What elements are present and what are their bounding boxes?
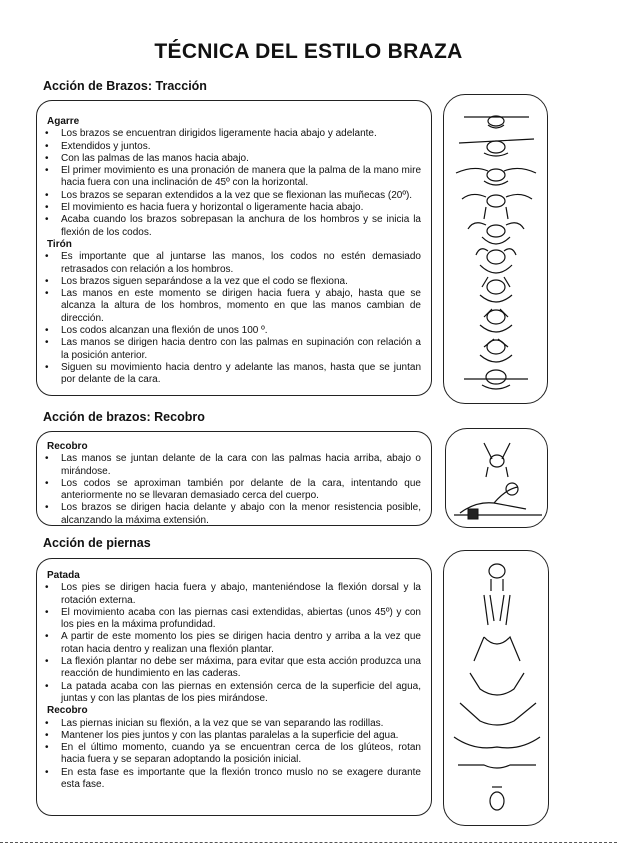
list-item: • Es importante que al juntarse las manos, los codos no estén demasiado retrasados con relación a los hombros.: [37, 251, 431, 276]
list-item: • El primer movimiento es una pronación de manera que la palma de la mano mire hacia fuera con una inclinación de 45º con la horizontal.: [37, 165, 431, 190]
list-item: • Las piernas inician su flexión, a la vez que se van separando las rodillas.: [37, 718, 431, 730]
list-item: • Los pies se dirigen hacia fuera y abajo, manteniéndose la flexión dorsal y la rotación externa.: [37, 582, 431, 607]
recobro-piernas-label: Recobro: [47, 705, 88, 717]
traccion-content: [37, 116, 431, 387]
list-item: • La flexión plantar no debe ser máxima, para evitar que esta acción produzca una reacción de hundimiento en las caderas.: [37, 656, 431, 681]
list-item: • Las manos se dirigen hacia dentro con las palmas en supinación con relación a la posición anterior.: [37, 337, 431, 362]
list-item: • Con las palmas de las manos hacia abajo.: [37, 153, 431, 165]
recobro-illustration: [445, 428, 548, 528]
recobro-piernas-list: [37, 718, 431, 792]
page-title: TÉCNICA DEL ESTILO BRAZA: [154, 40, 463, 63]
agarre-label: Agarre: [47, 116, 80, 127]
list-item: • Siguen su movimiento hacia dentro y adelante las manos, hasta que se juntan por delante de la cara.: [37, 362, 431, 387]
list-item: • Los brazos se separan extendidos a la vez que se flexionan las muñecas (20º).: [37, 190, 431, 202]
list-item: • Mantener los pies juntos y con las plantas paralelas a la superficie del agua.: [37, 730, 431, 742]
list-item: • Los codos alcanzan una flexión de unos 100 º.: [37, 325, 431, 337]
traccion-box: [36, 100, 432, 396]
recobro-brazos-box: [36, 431, 432, 526]
section-heading-recobro-brazos: Acción de brazos: Recobro: [43, 410, 205, 424]
list-item: • En esta fase es importante que la flexión tronco muslo no se exagere durante esta fase.: [37, 767, 431, 792]
traccion-illustration: [443, 94, 548, 404]
list-item: • Los codos se aproximan también por delante de la cara, intentando que anteriormente no se llevaran demasiado cerca del cuerpo.: [37, 478, 431, 503]
list-item: • La patada acaba con las piernas en extensión cerca de la superficie del agua, juntas y con las plantas de los pies mirándose.: [37, 681, 431, 706]
recobro-brazos-label: Recobro: [47, 441, 88, 452]
list-item: • Acaba cuando los brazos sobrepasan la anchura de los hombros y se inicia la flexión de los codos.: [37, 214, 431, 239]
list-item: • Las manos en este momento se dirigen hacia fuera y abajo, hasta que se alcanza la altura de los hombros, momento en que las manos cambian de dirección.: [37, 288, 431, 325]
recobro-brazos-list: [37, 453, 431, 527]
patada-label: Patada: [47, 570, 80, 581]
list-item: • Los brazos siguen separándose a la vez que el codo se flexiona.: [37, 276, 431, 288]
agarre-list: [37, 128, 431, 239]
list-item: • Los brazos se dirigen hacia delante y abajo con la menor resistencia posible, alcanzando la máxima extensión.: [37, 502, 431, 527]
patada-list: [37, 582, 431, 705]
section-heading-piernas: Acción de piernas: [43, 536, 151, 550]
page-bottom-rule: [0, 842, 617, 843]
recobro-brazos-content: [37, 441, 431, 527]
swimmer-leg-kick-illustration: [444, 551, 550, 827]
list-item: • El movimiento es hacia fuera y horizontal o ligeramente hacia abajo.: [37, 202, 431, 214]
piernas-box: [36, 558, 432, 816]
list-item: • A partir de este momento los pies se dirigen hacia dentro y arriba a la vez que rotan hacia dentro y realizan una flexión plantar.: [37, 631, 431, 656]
swimmer-recovery-illustration: [446, 429, 549, 529]
list-item: • Las manos se juntan delante de la cara con las palmas hacia arriba, abajo o mirándose.: [37, 453, 431, 478]
piernas-content: [37, 570, 431, 791]
piernas-illustration: [443, 550, 549, 826]
tiron-label: Tirón: [47, 238, 72, 250]
list-item: • Los brazos se encuentran dirigidos ligeramente hacia abajo y adelante.: [37, 128, 431, 140]
section-heading-traccion: Acción de Brazos: Tracción: [43, 79, 207, 93]
swimmer-arm-pull-illustration: [444, 95, 549, 405]
list-item: • Extendidos y juntos.: [37, 141, 431, 153]
list-item: • En el último momento, cuando ya se encuentran cerca de los glúteos, rotan hacia fuera y se separan adoptando la posición inicial.: [37, 742, 431, 767]
tiron-list: [37, 251, 431, 386]
list-item: • El movimiento acaba con las piernas casi extendidas, abiertas (unos 45º) y con los pies en la máxima profundidad.: [37, 607, 431, 632]
